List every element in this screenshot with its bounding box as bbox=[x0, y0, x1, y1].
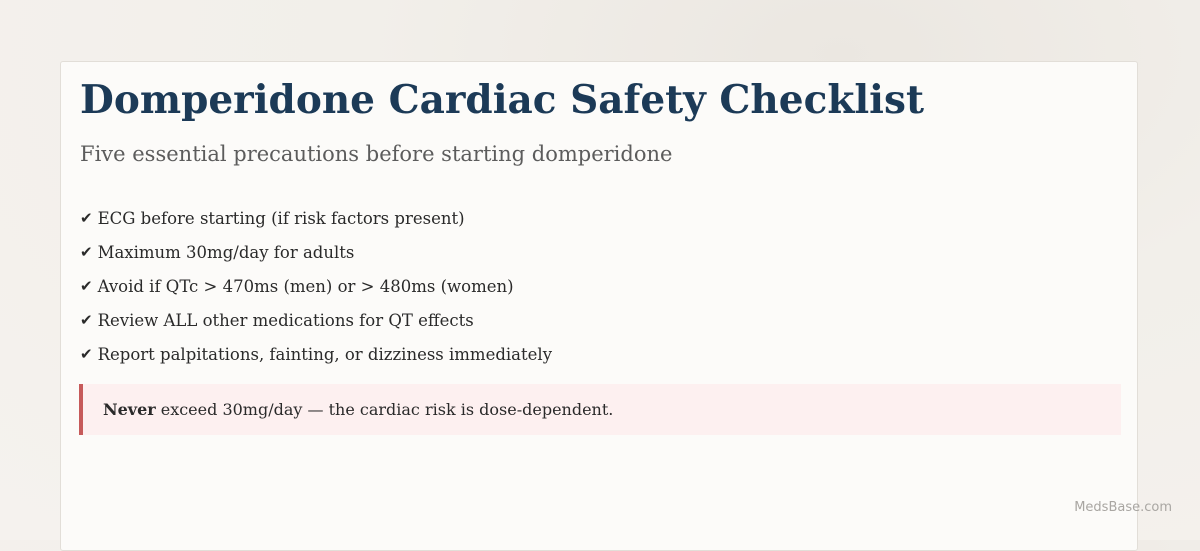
page-title: Domperidone Cardiac Safety Checklist bbox=[80, 77, 924, 123]
checklist-item-ecg bbox=[80, 201, 552, 235]
checklist-item-label: Review ALL other medications for QT effects bbox=[97, 310, 474, 330]
dose-warning-callout bbox=[79, 384, 1121, 435]
checklist-item-qtc bbox=[80, 269, 552, 303]
page-subtitle: Five essential precautions before starting domperidone bbox=[80, 142, 673, 166]
check-mark-icon: ✔ bbox=[80, 209, 93, 227]
checklist-item-max-dose bbox=[80, 235, 552, 269]
checklist-item-label: Avoid if QTc > 470ms (men) or > 480ms (women) bbox=[97, 276, 514, 296]
check-mark-icon: ✔ bbox=[80, 243, 93, 261]
check-mark-icon: ✔ bbox=[80, 345, 93, 363]
checklist-item-symptoms bbox=[80, 337, 552, 371]
warning-text: exceed 30mg/day — the cardiac risk is dose-dependent. bbox=[160, 400, 614, 419]
checklist-card bbox=[60, 61, 1138, 551]
checklist-item-label: Maximum 30mg/day for adults bbox=[97, 242, 355, 262]
checklist-item-medications bbox=[80, 303, 552, 337]
checklist-item-label: ECG before starting (if risk factors present) bbox=[97, 208, 465, 228]
warning-emphasis: Never bbox=[103, 400, 156, 419]
site-watermark: MedsBase.com bbox=[1074, 500, 1172, 515]
check-mark-icon: ✔ bbox=[80, 277, 93, 295]
check-mark-icon: ✔ bbox=[80, 311, 93, 329]
checklist-item-label: Report palpitations, fainting, or dizziness immediately bbox=[97, 344, 553, 364]
safety-checklist bbox=[80, 201, 552, 371]
